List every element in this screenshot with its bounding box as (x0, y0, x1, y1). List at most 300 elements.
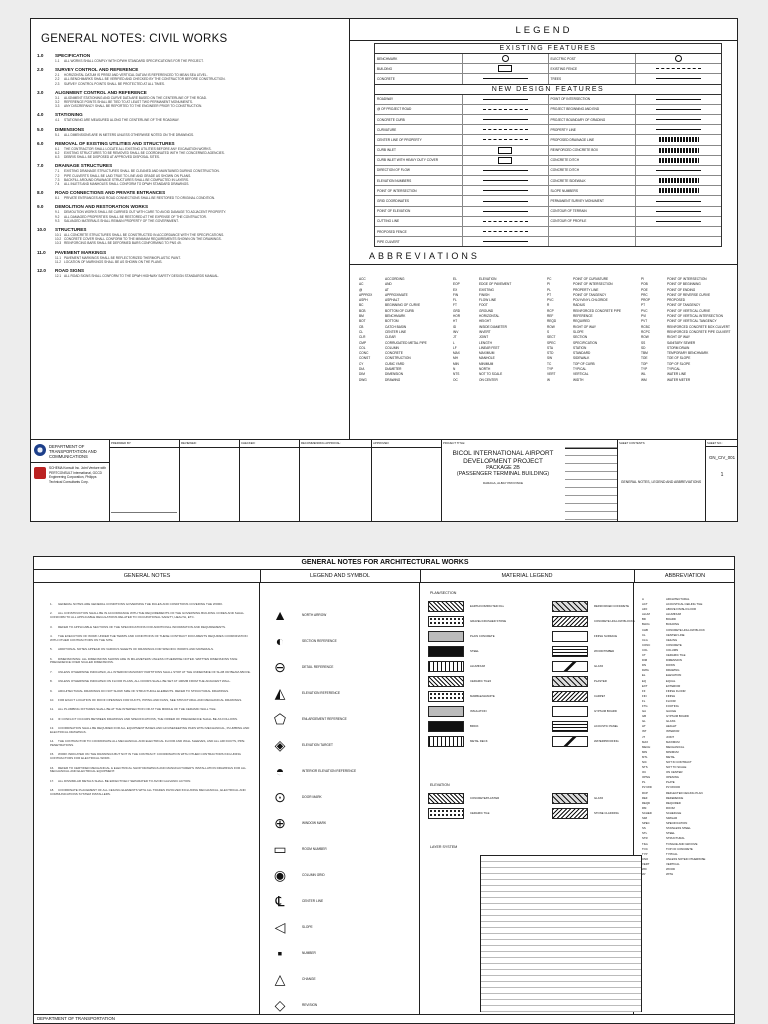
material-swatch (428, 706, 464, 717)
legend-row (375, 125, 721, 135)
abbreviation-meaning: CATCH BASIN (385, 324, 407, 329)
abbreviation-meaning: POLYVINYL CHLORIDE (573, 298, 608, 303)
note-number: 15. (50, 752, 55, 757)
abbreviations-grid (359, 277, 731, 383)
abbreviation-key: ASPH (359, 298, 368, 303)
abbreviation-key: CY (359, 361, 364, 366)
legend-label: DIRECTION OF FLOW (375, 166, 463, 175)
abbreviation-meaning: LINEAR FEET (479, 345, 500, 350)
note-number: 7.2 (55, 173, 60, 178)
abbreviation-meaning: MECHANICAL (666, 744, 685, 749)
note-number: 2.2 (55, 77, 60, 82)
abbreviation-meaning: JOINT (479, 335, 489, 340)
legend-row (375, 95, 721, 105)
project-title-label: PROJECT TITLE: (443, 441, 466, 445)
abbreviation-key: CT (642, 653, 646, 658)
abbreviation-key: CHB (642, 627, 648, 632)
abbreviation-key: FL (453, 298, 457, 303)
legend-row (375, 176, 721, 186)
material-item (428, 601, 544, 611)
line-symbol-icon (656, 109, 701, 110)
abbreviation-key: CONST (359, 356, 371, 361)
note-text: ALL DAMAGED PROPERTIES SHALL BE RESTORED AT THE EXPENSE OF THE CONTRACTOR. (64, 214, 207, 219)
abbreviation-key: FTG (642, 703, 648, 708)
abbreviation-key: BM (359, 314, 364, 319)
legend-symbol (463, 156, 549, 165)
abbreviation-meaning: POINT OF VERTICAL INTERSECTION (667, 314, 723, 319)
legend-symbol (636, 207, 721, 216)
material-label: EARTH/COMPACTED FILL (470, 604, 505, 608)
legend-label: BUILDING (375, 64, 463, 73)
consultant-block (31, 463, 110, 522)
line-symbol-icon (656, 78, 701, 79)
line-symbol-icon (483, 170, 528, 171)
legend-symbol (636, 125, 721, 134)
civil-works-sheet (30, 18, 738, 522)
legend-symbol (463, 74, 549, 83)
abbreviation-key: @ (359, 287, 363, 292)
legend-symbol-row (266, 839, 327, 859)
abbreviation-meaning: TYPICAL (667, 367, 681, 372)
agency-block (31, 440, 110, 463)
abbreviation-meaning: CONSTRUCTION (385, 356, 411, 361)
sheet-code: GN_CIV_001 (708, 455, 736, 460)
abbreviation-key: TOC (642, 846, 648, 851)
material-swatch (428, 631, 464, 642)
abbreviation-meaning: GROUND (479, 308, 494, 313)
abbreviation-key: INT (642, 729, 647, 734)
legend-symbol (463, 207, 549, 216)
abbreviation-meaning: HEIGHT (666, 724, 677, 729)
abbreviation-meaning: FLOOR (666, 698, 676, 703)
note-text: STATIONING ARE MEASURED ALONG THE CENTERLINE OF THE ROADWAY. (64, 118, 180, 123)
abbreviation-meaning: BUILDING (666, 622, 680, 627)
note-text: REINFORCING BARS SHALL BE DEFORMED BARS CONFORMING TO PNS 49. (64, 241, 182, 246)
abbreviation-key: RCP (547, 308, 554, 313)
note-section (37, 53, 343, 63)
material-swatch (552, 616, 588, 627)
legend-label: CENTER LINE OF PROPERTY (375, 135, 463, 144)
abbreviation-meaning: STORM DRAIN (667, 345, 690, 350)
symbol-label: REVISION (302, 1003, 318, 1007)
abbreviation-meaning: CUBIC YARD (385, 361, 405, 366)
revision-table (565, 440, 618, 522)
abbreviation-key: COL (359, 345, 366, 350)
abbreviation-key: SIM (642, 816, 647, 821)
symbol-label: NORTH ARROW (302, 613, 327, 617)
abbreviation-key: PRC (641, 292, 648, 297)
note-text: LOCATION OF MARKINGS SHALL BE AS SHOWN ON THE PLANS. (64, 259, 163, 264)
abbreviation-meaning: SANITARY SEWER (667, 340, 696, 345)
abbreviation-key: HT (642, 724, 646, 729)
hatch-symbol-icon (659, 188, 699, 193)
legend-symbol (463, 125, 549, 134)
legend-row (375, 146, 721, 156)
abbreviation-meaning: SIMILAR (666, 816, 678, 821)
abbreviation-key: EXT (642, 683, 648, 688)
abbreviation-meaning: SIDEWALK (573, 356, 590, 361)
legend-symbol (463, 227, 549, 236)
material-swatch (428, 646, 464, 657)
legend-label: BENCHMARK (375, 54, 463, 63)
architectural-symbol-icon: ◇ (274, 996, 286, 1013)
note-item (50, 708, 251, 712)
abbreviation-meaning: DIMENSION (385, 372, 404, 377)
abbreviation-key: MAX (642, 739, 649, 744)
sheet-title: GENERAL NOTES FOR ARCHITECTURAL WORKS (34, 557, 735, 570)
legend-symbol (636, 135, 721, 144)
section-number: 9.0 (37, 204, 44, 210)
abbreviation-key: CL (642, 632, 646, 637)
note-number: 4.1 (55, 118, 60, 123)
sheet-contents: GENERAL NOTES, LEGEND AND ABBREVIATIONS (620, 480, 702, 484)
note-item (50, 626, 251, 630)
note-number: 12.1 (55, 274, 62, 279)
note-item (37, 260, 343, 264)
abbreviation-key: OC (453, 377, 458, 382)
legend-label: GRID COORDINATES (375, 196, 463, 205)
abbreviation-key: FT (453, 303, 457, 308)
abbreviation-meaning: REINFORCED CONCRETE BOX CULVERT (667, 324, 730, 329)
abbreviation-key: AC (359, 282, 364, 287)
line-symbol-icon (483, 119, 528, 120)
line-symbol-icon (656, 211, 701, 212)
line-symbol-icon (656, 201, 701, 202)
sheet-contents-label: SHEET CONTENTS: (619, 441, 646, 445)
abbreviation-meaning: INVERT (479, 329, 491, 334)
abbreviation-meaning: ALUMINUM (666, 612, 681, 617)
note-section (37, 67, 343, 86)
note-item (37, 241, 343, 245)
note-text: THE CONTRACTOR SHALL LOCATE ALL EXISTING UTILITIES BEFORE ANY EXCAVATION WORKS. (64, 146, 212, 151)
abbreviation-meaning: NORTH (479, 367, 491, 372)
abbreviation-key: GB (642, 714, 647, 719)
material-swatch (428, 616, 464, 627)
abbreviation-meaning: CLEAR (385, 335, 396, 340)
legend-row (375, 186, 721, 196)
sheet-number-cell (705, 440, 738, 522)
abbreviation-meaning: INSIDE DIAMETER (479, 324, 507, 329)
abbreviation-key: JT (453, 335, 457, 340)
material-label: CERAMIC TILE (470, 811, 490, 815)
section-number: 10.0 (37, 227, 46, 233)
legend-symbol-row (266, 969, 316, 989)
general-notes-column (34, 583, 260, 1024)
line-symbol-icon (483, 211, 528, 212)
abbreviation-key: WM (641, 377, 647, 382)
abbreviation-meaning: ACOUSTICAL CEILING TILE (666, 602, 703, 607)
rectangle-symbol-icon (498, 65, 512, 72)
abbreviation-key: BOT (359, 319, 366, 324)
note-text: GENERAL NOTES ARE GENERAL CONDITIONS GOVERNING THE RULES AND CONDITIONS COVERING THE WORK. (58, 602, 224, 606)
legend-symbol-row (266, 813, 326, 833)
legend-symbol (636, 227, 721, 236)
abbreviation-meaning: BOTTOM (385, 319, 399, 324)
section-number: 7.0 (37, 163, 44, 169)
abbreviation-key: HOR (453, 314, 461, 319)
note-section (37, 190, 343, 200)
note-number: 16. (50, 765, 55, 770)
title-block (31, 439, 738, 522)
note-number: 6.2 (55, 151, 60, 156)
hatch-symbol-icon (659, 178, 699, 183)
abbreviation-meaning: DIAMETER (385, 367, 402, 372)
note-number: 2.3 (55, 81, 60, 86)
symbol-label: INTERIOR ELEVATION REFERENCE (302, 769, 357, 773)
abbreviation-column (453, 277, 543, 383)
note-text: CONCRETE COVER SHALL CONFORM TO THE MINIMUM REQUIREMENTS SHOWN ON THE DRAWINGS. (64, 237, 222, 242)
note-number: 10.2 (55, 237, 62, 242)
abbreviation-meaning: BEGINNING OF CURVE (385, 303, 421, 308)
material-label: REINFORCED CONCRETE (594, 604, 629, 608)
hatch-symbol-icon (659, 158, 699, 163)
abbreviation-meaning: REFLECTED CEILING PLAN (666, 790, 703, 795)
legend-symbol (636, 156, 721, 165)
line-symbol-icon (483, 190, 528, 191)
note-item (37, 133, 343, 137)
abbreviation-meaning: RIGHT OF WAY (667, 335, 690, 340)
dashed-line-icon (656, 68, 701, 69)
section-title: SURVEY CONTROL AND REFERENCE (55, 67, 139, 73)
symbol-label: ELEVATION TARGET (302, 743, 333, 747)
dashed-line-icon (483, 129, 528, 130)
abbreviation-meaning: CEILING (666, 637, 678, 642)
material-label: GYPSUM BOARD (594, 709, 617, 713)
symbol-label: SECTION REFERENCE (302, 639, 337, 643)
abbreviation-meaning: WATER LINE (667, 372, 687, 377)
legend-row (375, 74, 721, 83)
abbreviation-meaning: WITH (666, 872, 674, 877)
approved-cell (371, 440, 442, 522)
note-number: 7.1 (55, 169, 60, 174)
note-number: 18. (50, 788, 55, 793)
architectural-symbol-icon: ▭ (273, 840, 287, 857)
abbreviation-key: RM (642, 805, 647, 810)
note-item (50, 753, 251, 761)
note-item (37, 118, 343, 122)
rectangle-symbol-icon (498, 147, 512, 154)
note-number: 6.3 (55, 155, 60, 160)
legend-symbol-row (266, 761, 356, 781)
material-label: METAL DECK (470, 739, 488, 743)
abbreviation-meaning: REQUIRED (666, 800, 681, 805)
section-title: PAVEMENT MARKINGS (55, 249, 107, 255)
legend-label: TREES (549, 74, 637, 83)
abbreviation-key: STA (547, 345, 553, 350)
abbreviation-key: NTS (453, 372, 460, 377)
legend-row (375, 196, 721, 206)
note-number: 9.2 (55, 214, 60, 219)
legend-symbol-row (266, 683, 340, 703)
abbreviation-meaning: DOWN (666, 663, 675, 668)
section-title: DIMENSIONS (55, 126, 85, 132)
legend-label: CONTOUR OF TERRAIN (549, 207, 637, 216)
general-notes-header: GENERAL NOTES (34, 570, 261, 583)
note-number: 2.1 (55, 73, 60, 78)
legend-symbol-row (266, 605, 326, 625)
abbreviation-key: PL (547, 287, 551, 292)
abbreviation-key: L (453, 340, 455, 345)
note-number: 11.1 (55, 255, 61, 260)
note-number: 3.1 (55, 95, 60, 100)
note-text: ALL WORKS SHALL COMPLY WITH DPWH STANDARD SPECIFICATIONS FOR THE PROJECT. (64, 59, 204, 63)
abbreviation-meaning: POINT OF TANGENCY (573, 292, 607, 297)
abbreviation-column (641, 277, 731, 383)
abbreviation-key: PL (642, 780, 646, 785)
legend-symbol (636, 95, 721, 104)
abbreviation-meaning: ELEVATION (666, 673, 682, 678)
abbreviation-key: EL (453, 277, 457, 281)
general-notes-list (34, 583, 259, 797)
note-item (50, 648, 251, 652)
legend-label: PROPOSED DRAINAGE LINE (549, 135, 637, 144)
legend-symbol (463, 237, 549, 246)
abbreviation-meaning: STRUCTURAL (666, 836, 685, 841)
abbreviation-meaning: ABOVE FINISH FLOOR (666, 607, 696, 612)
material-item (428, 676, 544, 686)
legend-symbol (636, 196, 721, 205)
legend-symbol (636, 186, 721, 195)
legend-label: EXISTING FENCE (549, 64, 637, 73)
material-swatch (552, 661, 588, 672)
line-symbol-icon (483, 99, 528, 100)
abbreviation-key: GRD (453, 308, 461, 313)
legend-symbol-row (266, 865, 325, 885)
architectural-symbol-icon: ▲ (273, 607, 287, 623)
abbreviation-key: LF (453, 345, 457, 350)
material-swatch (428, 793, 464, 804)
abbreviation-meaning: AT (385, 287, 389, 292)
abbreviation-key: CONC (359, 351, 369, 356)
symbol-label: CHANGE (302, 977, 316, 981)
note-section (37, 127, 343, 137)
legend-row (375, 156, 721, 166)
recommending-cell (299, 440, 372, 522)
abbreviation-key: PI (547, 282, 551, 287)
abbreviation-key: UNO (642, 856, 649, 861)
note-item (37, 82, 343, 86)
note-text: ALL CONCRETE STRUCTURES SHALL BE CONSTRUCTED IN ACCORDANCE WITH THE SPECIFICATIONS. (64, 233, 225, 238)
abbreviation-meaning: MINIMUM (666, 749, 679, 754)
material-swatch (552, 706, 588, 717)
material-label: WATERPROOFING (594, 739, 619, 743)
legend-label: CONCRETE SIDEWALK (549, 176, 637, 185)
sheet-title: GENERAL NOTES: CIVIL WORKS (41, 33, 228, 45)
section-title: ALIGNMENT CONTROL AND REFERENCE (55, 89, 147, 95)
legend-symbol (636, 115, 721, 124)
abbreviation-key: SPEC (547, 340, 556, 345)
abbreviation-key: SD (641, 345, 646, 350)
abbreviation-meaning: CERAMIC TILE (666, 653, 686, 658)
abbreviation-meaning: ROOM (666, 805, 675, 810)
checked-cell (239, 440, 300, 522)
abbreviation-meaning: ON CENTER (666, 770, 683, 775)
abbreviation-meaning: FINISH (666, 693, 676, 698)
abbreviation-meaning: EQUAL (666, 678, 676, 683)
material-label: CARPET (594, 694, 606, 698)
legend-symbol (463, 95, 549, 104)
abbreviation-key: JT (642, 734, 646, 739)
legend-row (375, 64, 721, 74)
abbreviation-key: MIN (453, 361, 459, 366)
material-legend-column (420, 583, 634, 1024)
note-item (37, 182, 343, 186)
legend-label: PROPOSED FENCE (375, 227, 463, 236)
rectangle-symbol-icon (498, 157, 512, 164)
note-item (50, 671, 251, 675)
note-number: 10.3 (55, 241, 62, 246)
abbreviation-meaning: COLUMN (666, 647, 679, 652)
section-number: 3.0 (37, 89, 44, 95)
material-label: BRICK (470, 724, 479, 728)
legend-symbol (636, 74, 721, 83)
abbreviation-key: REQD (547, 319, 557, 324)
architectural-works-sheet (33, 556, 735, 1024)
note-text: COORDINATION SHALL BE REQUIRED FOR ALL EQUIPMENT BASES AND HOUSEKEEPING PADS WITH MECHANICAL, PLUMBING AND ELECTRICAL DRAWINGS. (50, 726, 250, 734)
abbreviation-key: VERT (547, 372, 556, 377)
abbreviation-key: STD (547, 351, 554, 356)
abbreviation-meaning: ASPHALT (385, 298, 400, 303)
abbreviation-entry (453, 378, 543, 383)
abbreviation-key: MIN (642, 749, 648, 754)
abbreviation-meaning: REINFORCED CONCRETE PIPE (573, 308, 621, 313)
note-item (50, 658, 251, 666)
line-symbol-icon (656, 99, 701, 100)
note-item (50, 690, 251, 694)
abbreviation-key: CMP (359, 340, 367, 345)
material-label: STEEL (470, 649, 479, 653)
section-number: 12.0 (37, 268, 46, 274)
legend-label: CONTOUR OF PROFILE (549, 217, 637, 226)
plan-section-label: PLAN/SECTION (430, 591, 457, 595)
abbreviation-key: DIM (642, 658, 648, 663)
abbreviation-key: S (547, 329, 550, 334)
abbreviation-key: POB (641, 282, 648, 287)
abbreviation-meaning: SCHEDULE (666, 810, 682, 815)
legend-label: PROJECT BOUNDARY OF GRADING (549, 115, 637, 124)
note-text: EXISTING DRAINAGE STRUCTURES SHALL BE CLEANED AND MAINTAINED DURING CONSTRUCTION. (64, 169, 220, 174)
legend-symbol-row (266, 709, 347, 729)
note-text: ALL PLUMBING FIXTURES SHALL BE AT THE INTERSECTION OR AT THE MIDDLE OF THE CERAMIC WALL TILE. (58, 707, 217, 712)
note-text: ALL ROAD SIGNS SHALL CONFORM TO THE DPWH HIGHWAY SAFETY DESIGN STANDARDS MANUAL. (64, 274, 220, 279)
abbreviation-key: PLYWD (642, 785, 652, 790)
legend-symbol (463, 176, 549, 185)
architectural-symbol-icon: ⊖ (274, 658, 286, 675)
note-text: IF CONFLICT OCCURS BETWEEN DRAWINGS AND SPECIFICATIONS, THE ORDER OF PRECEDENCE SHALL BE AS FOLLOWS. (58, 716, 238, 721)
legend-symbol (636, 64, 721, 73)
abbreviation-key: FF (642, 688, 646, 693)
abbreviation-key: VERT (642, 861, 650, 866)
abbreviation-meaning: CONCRETE (385, 351, 403, 356)
abbreviation-key: W/ (642, 872, 646, 877)
symbols-column (260, 583, 420, 1024)
abbreviation-key: FIN (453, 292, 459, 297)
section-number: 6.0 (37, 140, 44, 146)
abbreviation-meaning: TOP OF CURB (573, 361, 595, 366)
material-label: WOOD/TIMBER (594, 649, 615, 653)
abbreviation-key: BCB (359, 308, 366, 313)
note-text: SURVEY CONTROL POINTS SHALL BE PROTECTED AT ALL TIMES. (64, 81, 165, 86)
legend-row (375, 54, 721, 64)
material-swatch (552, 631, 588, 642)
abbreviation-meaning: METAL (666, 754, 676, 759)
abbreviation-meaning: TEMPORARY BENCHMARK (667, 351, 709, 356)
abbreviation-meaning: POINT OF REVERSE CURVE (667, 292, 711, 297)
architectural-symbol-icon: ◈ (274, 736, 286, 753)
abbreviation-key: TBM (641, 351, 648, 356)
note-number: 10. (50, 697, 55, 702)
material-item (428, 616, 544, 626)
